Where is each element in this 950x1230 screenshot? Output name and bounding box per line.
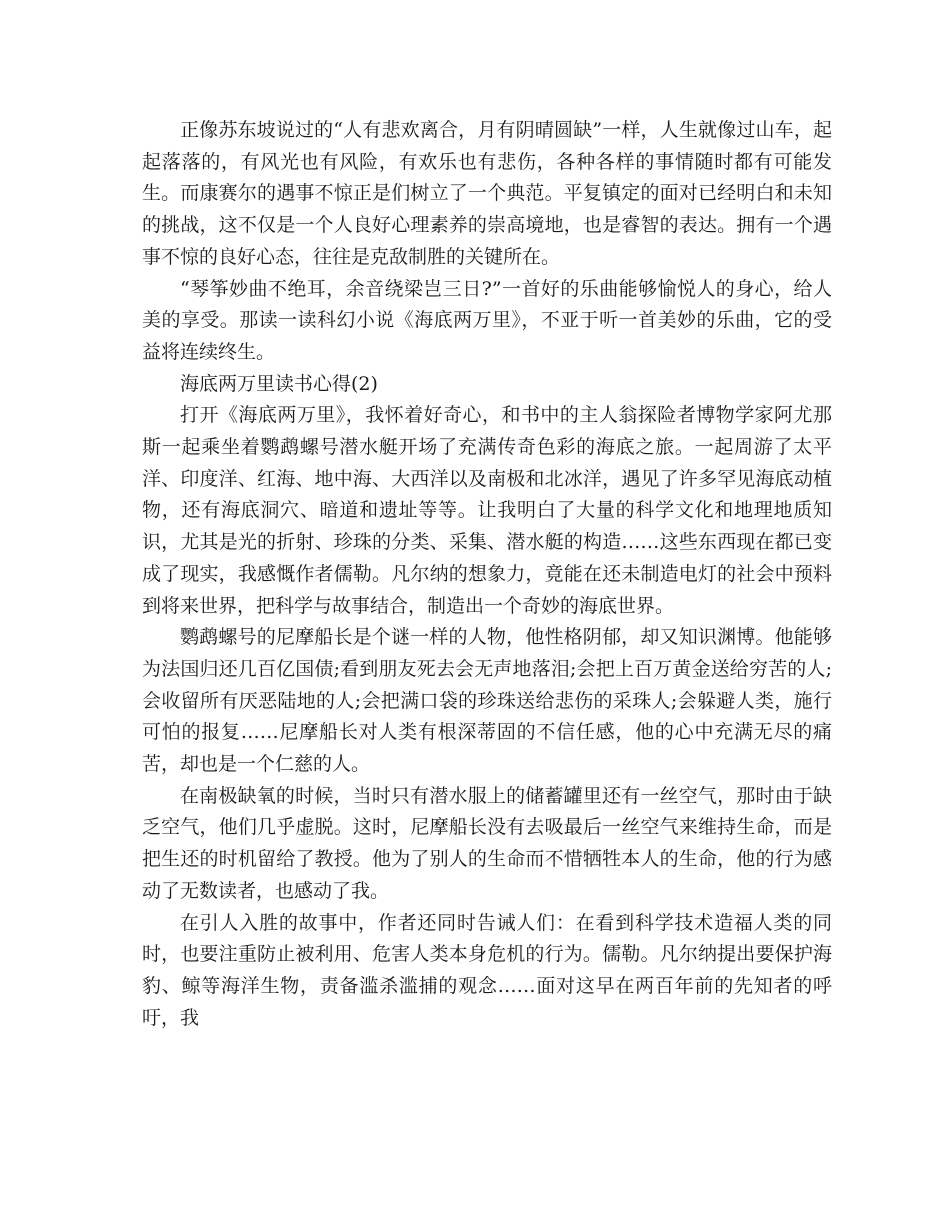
paragraph-open-book: 打开《海底两万里》，我怀着好奇心，和书中的主人翁探险者博物学家阿尤那斯一起乘坐着鹦鹉螺号潜水艇开场了充满传奇色彩的海底之旅。一起周游了太平洋、印度洋、红海、地中海、大西洋以及南极和北冰洋，遇见了许多罕见海底动植物，还有海底洞穴、暗道和遗址等等。让我明白了大量的科学文化和地理地质知识，尤其是光的折射、珍珠的分类、采集、潜水艇的构造……这些东西现在都已变成了现实，我感慨作者儒勒。凡尔纳的想象力，竟能在还未制造电灯的社会中预料到将来世界，把科学与故事结合，制造出一个奇妙的海底世界。 <box>142 404 832 617</box>
paragraph-antarctic: 在南极缺氧的时候，当时只有潜水服上的储蓄罐里还有一丝空气，那时由于缺乏空气，他们几乎虚脱。这时，尼摩船长没有去吸最后一丝空气来维持生命，而是把生还的时机留给了教授。他为了别人的生命而不惜牺牲本人的生命，他的行为感动了无数读者，也感动了我。 <box>142 784 832 902</box>
paragraph-warning: 在引人入胜的故事中，作者还同时告诫人们：在看到科学技术造福人类的同时，也要注重防止被利用、危害人类本身危机的行为。儒勒。凡尔纳提出要保护海豹、鲸等海洋生物，责备滥杀滥捕的观念……面对这早在两百年前的先知者的呼吁，我 <box>142 911 832 1029</box>
paragraph-qinzheng: “琴筝妙曲不绝耳，余音绕梁岂三日?”一首好的乐曲能够愉悦人的身心，给人美的享受。那读一读科幻小说《海底两万里》，不亚于听一首美妙的乐曲，它的受益将连续终生。 <box>142 277 832 363</box>
section-heading: 海底两万里读书心得(2) <box>180 372 378 395</box>
document-body <box>142 115 832 1034</box>
paragraph-su-dongpo: 正像苏东坡说过的“人有悲欢离合，月有阴晴圆缺”一样，人生就像过山车，起起落落的，有风光也有风险，有欢乐也有悲伤，各种各样的事情随时都有可能发生。而康赛尔的遇事不惊正是们树立了一个典范。平复镇定的面对已经明白和未知的挑战，这不仅是一个人良好心理素养的崇高境地，也是睿智的表达。拥有一个遇事不惊的良好心态，往往是克敌制胜的关键所在。 <box>142 119 832 268</box>
paragraph-captain-nemo: 鹦鹉螺号的尼摩船长是个谜一样的人物，他性格阴郁，却又知识渊博。他能够为法国归还几百亿国债;看到朋友死去会无声地落泪;会把上百万黄金送给穷苦的人;会收留所有厌恶陆地的人;会把满口袋的珍珠送给悲伤的采珠人;会躲避人类，施行可怕的报复……尼摩船长对人类有根深蒂固的不信任感，他的心中充满无尽的痛苦，却也是一个仁慈的人。 <box>142 626 832 776</box>
